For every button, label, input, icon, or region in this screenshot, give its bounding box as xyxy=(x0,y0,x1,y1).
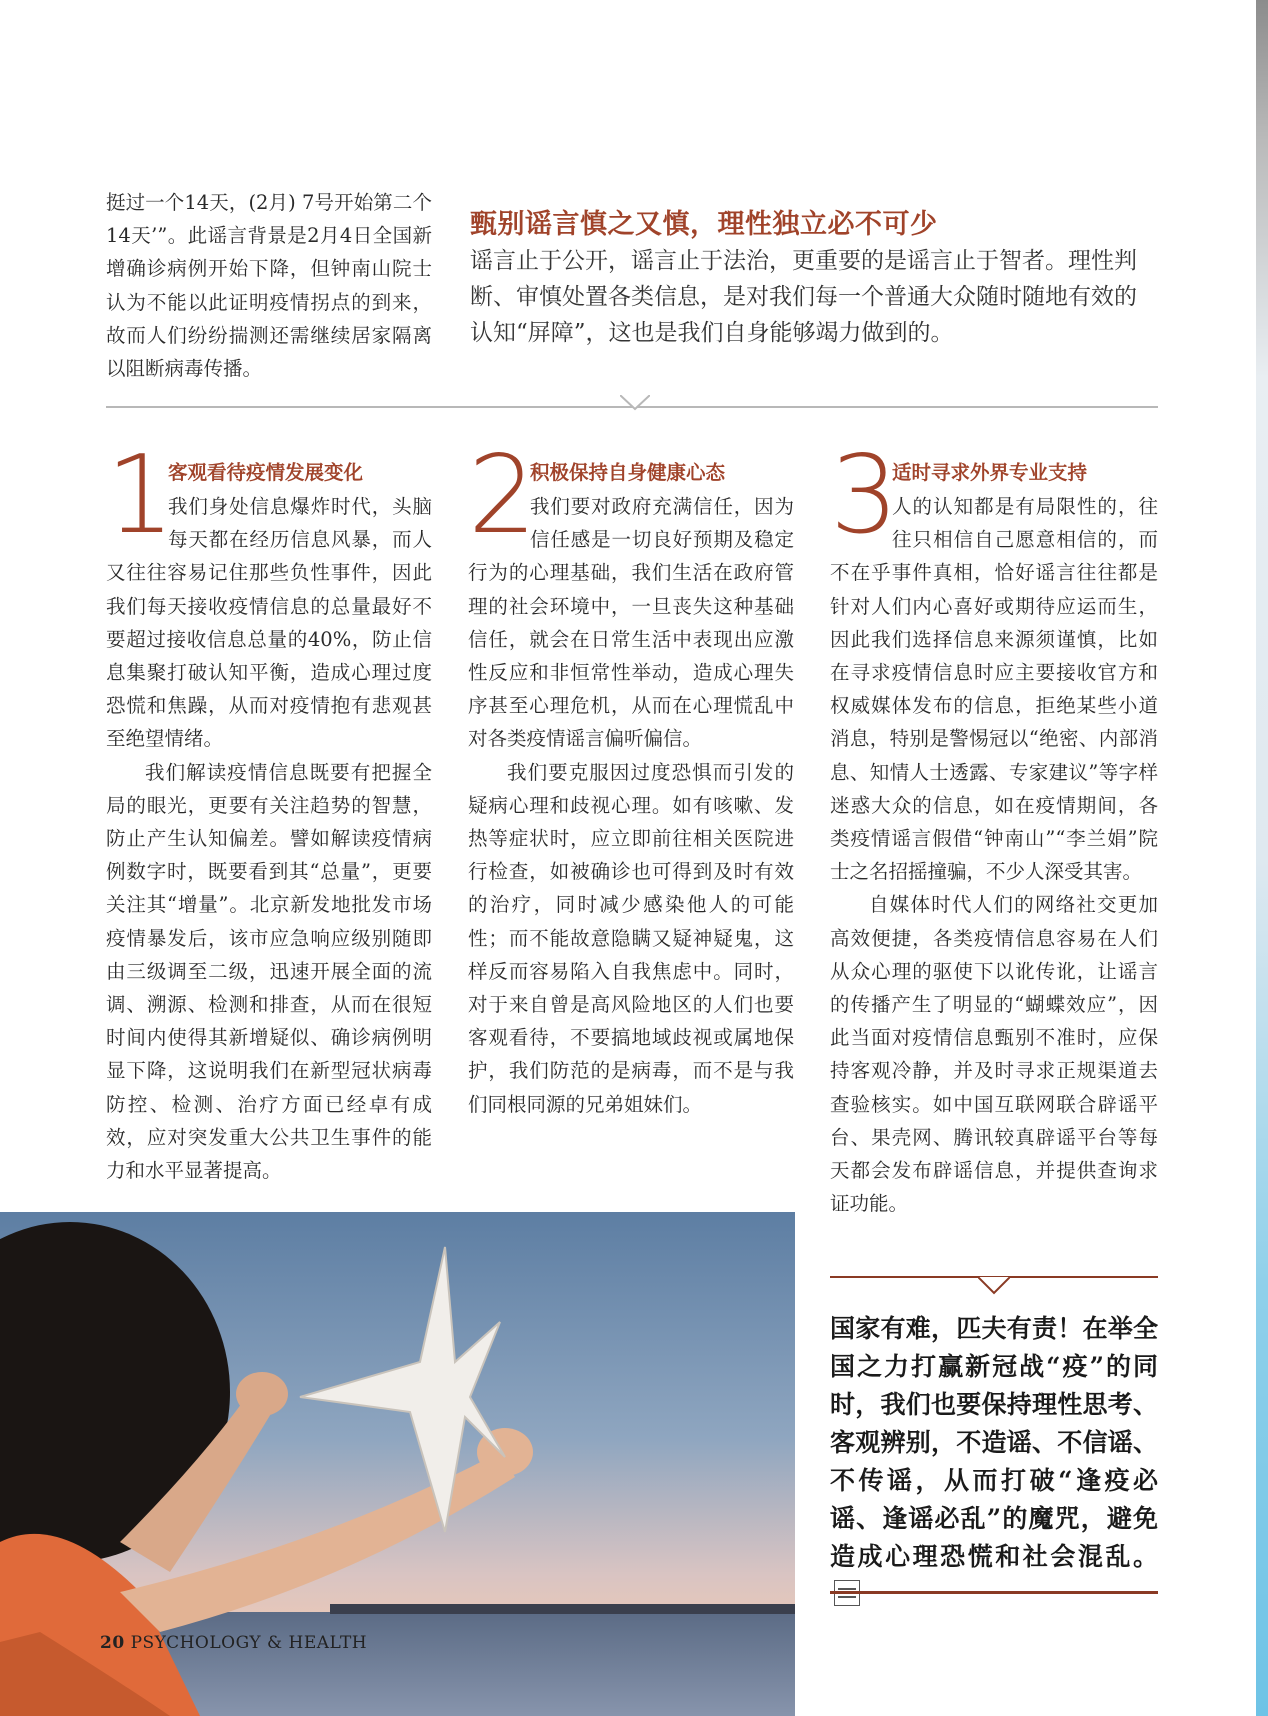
section-headline: 甄别谣言慎之又慎，理性独立必不可少 xyxy=(470,209,938,240)
conclusion-rule-bottom xyxy=(830,1591,1158,1594)
section-number-3: 3 xyxy=(830,433,899,558)
page-edge-bar xyxy=(1256,0,1268,1716)
section-3-paragraph-1: 人的认知都是有局限性的，往往只相信自己愿意相信的，而不在乎事件真相，恰好谣言往往都是针对人们内心喜好或期待应运而生，因此我们选择信息来源须谨慎，比如在寻求疫情信息时应主要接收官方和权威媒体发布的信息，拒绝某些小道消息，特别是警惕冠以“绝密、内部消息、知情人士透露、专家建议”等字样迷惑大众的信息，如在疫情期间，各类疫情谣言假借“钟南山”“李兰娟”院士之名招摇撞骗，不少人深受其害。 xyxy=(830,495,1158,884)
lead-paragraph: 谣言止于公开，谣言止于法治，更重要的是谣言止于智者。理性判断、审慎处置各类信息，是对我们每一个普通大众随时随地有效的认知“屏障”，这也是我们自身能够竭力做到的。 xyxy=(470,248,1137,346)
column-2 xyxy=(468,433,794,1121)
section-1-paragraph-1: 我们身处信息爆炸时代，头脑每天都在经历信息风暴，而人又往往容易记住那些负性事件，因此我们每天接收疫情信息的总量最好不要超过接收信息总量的40%，防止信息集聚打破认知平衡，造成心理过度恐慌和焦躁，从而对疫情抱有悲观甚至绝望情绪。 xyxy=(106,495,432,751)
continued-paragraph: 挺过一个14天，(2月) 7号开始第二个14天’”。此谣言背景是2月4日全国新增确诊病例开始下降，但钟南山院士认为不能以此证明疫情拐点的到来，故而人们纷纷揣测还需继续居家隔离以阻断病毒传播。 xyxy=(106,191,432,381)
divider-notch-icon xyxy=(620,395,650,413)
section-3-paragraph-2: 自媒体时代人们的网络社交更加高效便捷，各类疫情信息容易在人们从众心理的驱使下以讹传讹，让谣言的传播产生了明显的“蝴蝶效应”，因此当面对疫情信息甄别不准时，应保持客观冷静，并及时寻求正规渠道去查验核实。如中国互联网联合辟谣平台、果壳网、腾讯较真辟谣平台等每天都会发布辟谣信息，并提供查询求证功能。 xyxy=(830,893,1158,1216)
column-3 xyxy=(830,433,1158,1220)
column-1 xyxy=(106,433,432,1187)
section-1-paragraph-2: 我们解读疫情信息既要有把握全局的眼光，更要有关注趋势的智慧，防止产生认知偏差。譬如解读疫情病例数字时，既要看到其“总量”，更要关注其“增量”。北京新发地批发市场疫情暴发后，该市应急响应级别随即由三级调至二级，迅速开展全面的流调、溯源、检测和排查，从而在很短时间内使得其新增疑似、确诊病例明显下降，这说明我们在新型冠状病毒防控、检测、治疗方面已经卓有成效，应对突发重大公共卫生事件的能力和水平显著提高。 xyxy=(106,760,432,1183)
section-2-paragraph-1: 我们要对政府充满信任，因为信任感是一切良好预期及稳定行为的心理基础，我们生活在政府管理的社会环境中，一旦丧失这种基础信任，就会在日常生活中表现出应激性反应和非恒常性举动，造成心理失序甚至心理危机，从而在心理慌乱中对各类疫情谣言偏听偏信。 xyxy=(468,495,794,751)
section-2-paragraph-2: 我们要克服因过度恐惧而引发的疑病心理和歧视心理。如有咳嗽、发热等症状时，应立即前往相关医院进行检查，如被确诊也可得到及时有效的治疗，同时减少感染他人的可能性；而不能故意隐瞒又疑神疑鬼，这样反而容易陷入自我焦虑中。同时，对于来自曾是高风险地区的人们也要客观看待，不要搞地域歧视或属地保护，我们防范的是病毒，而不是与我们同根同源的兄弟姐妹们。 xyxy=(468,760,794,1116)
page-number: 20 xyxy=(100,1633,125,1653)
magazine-name: PSYCHOLOGY & HEALTH xyxy=(130,1633,368,1653)
section-title-1: 客观看待疫情发展变化 xyxy=(168,461,364,484)
section-number-2: 2 xyxy=(468,433,537,558)
section-title-2: 积极保持自身健康心态 xyxy=(530,461,726,484)
section-number-1: 1 xyxy=(106,433,175,558)
section-title-3: 适时寻求外界专业支持 xyxy=(892,461,1088,484)
conclusion-text xyxy=(830,1310,1158,1614)
page-folio xyxy=(100,1633,367,1653)
conclusion-notch-icon xyxy=(978,1276,1010,1296)
conclusion-body: 国家有难，匹夫有责！在举全国之力打赢新冠战“疫”的同时，我们也要保持理性思考、客观辨别，不造谣、不信谣、不传谣，从而打破“逢疫必谣、逢谣必乱”的魔咒，避免造成心理恐慌和社会混乱。 xyxy=(830,1314,1158,1571)
